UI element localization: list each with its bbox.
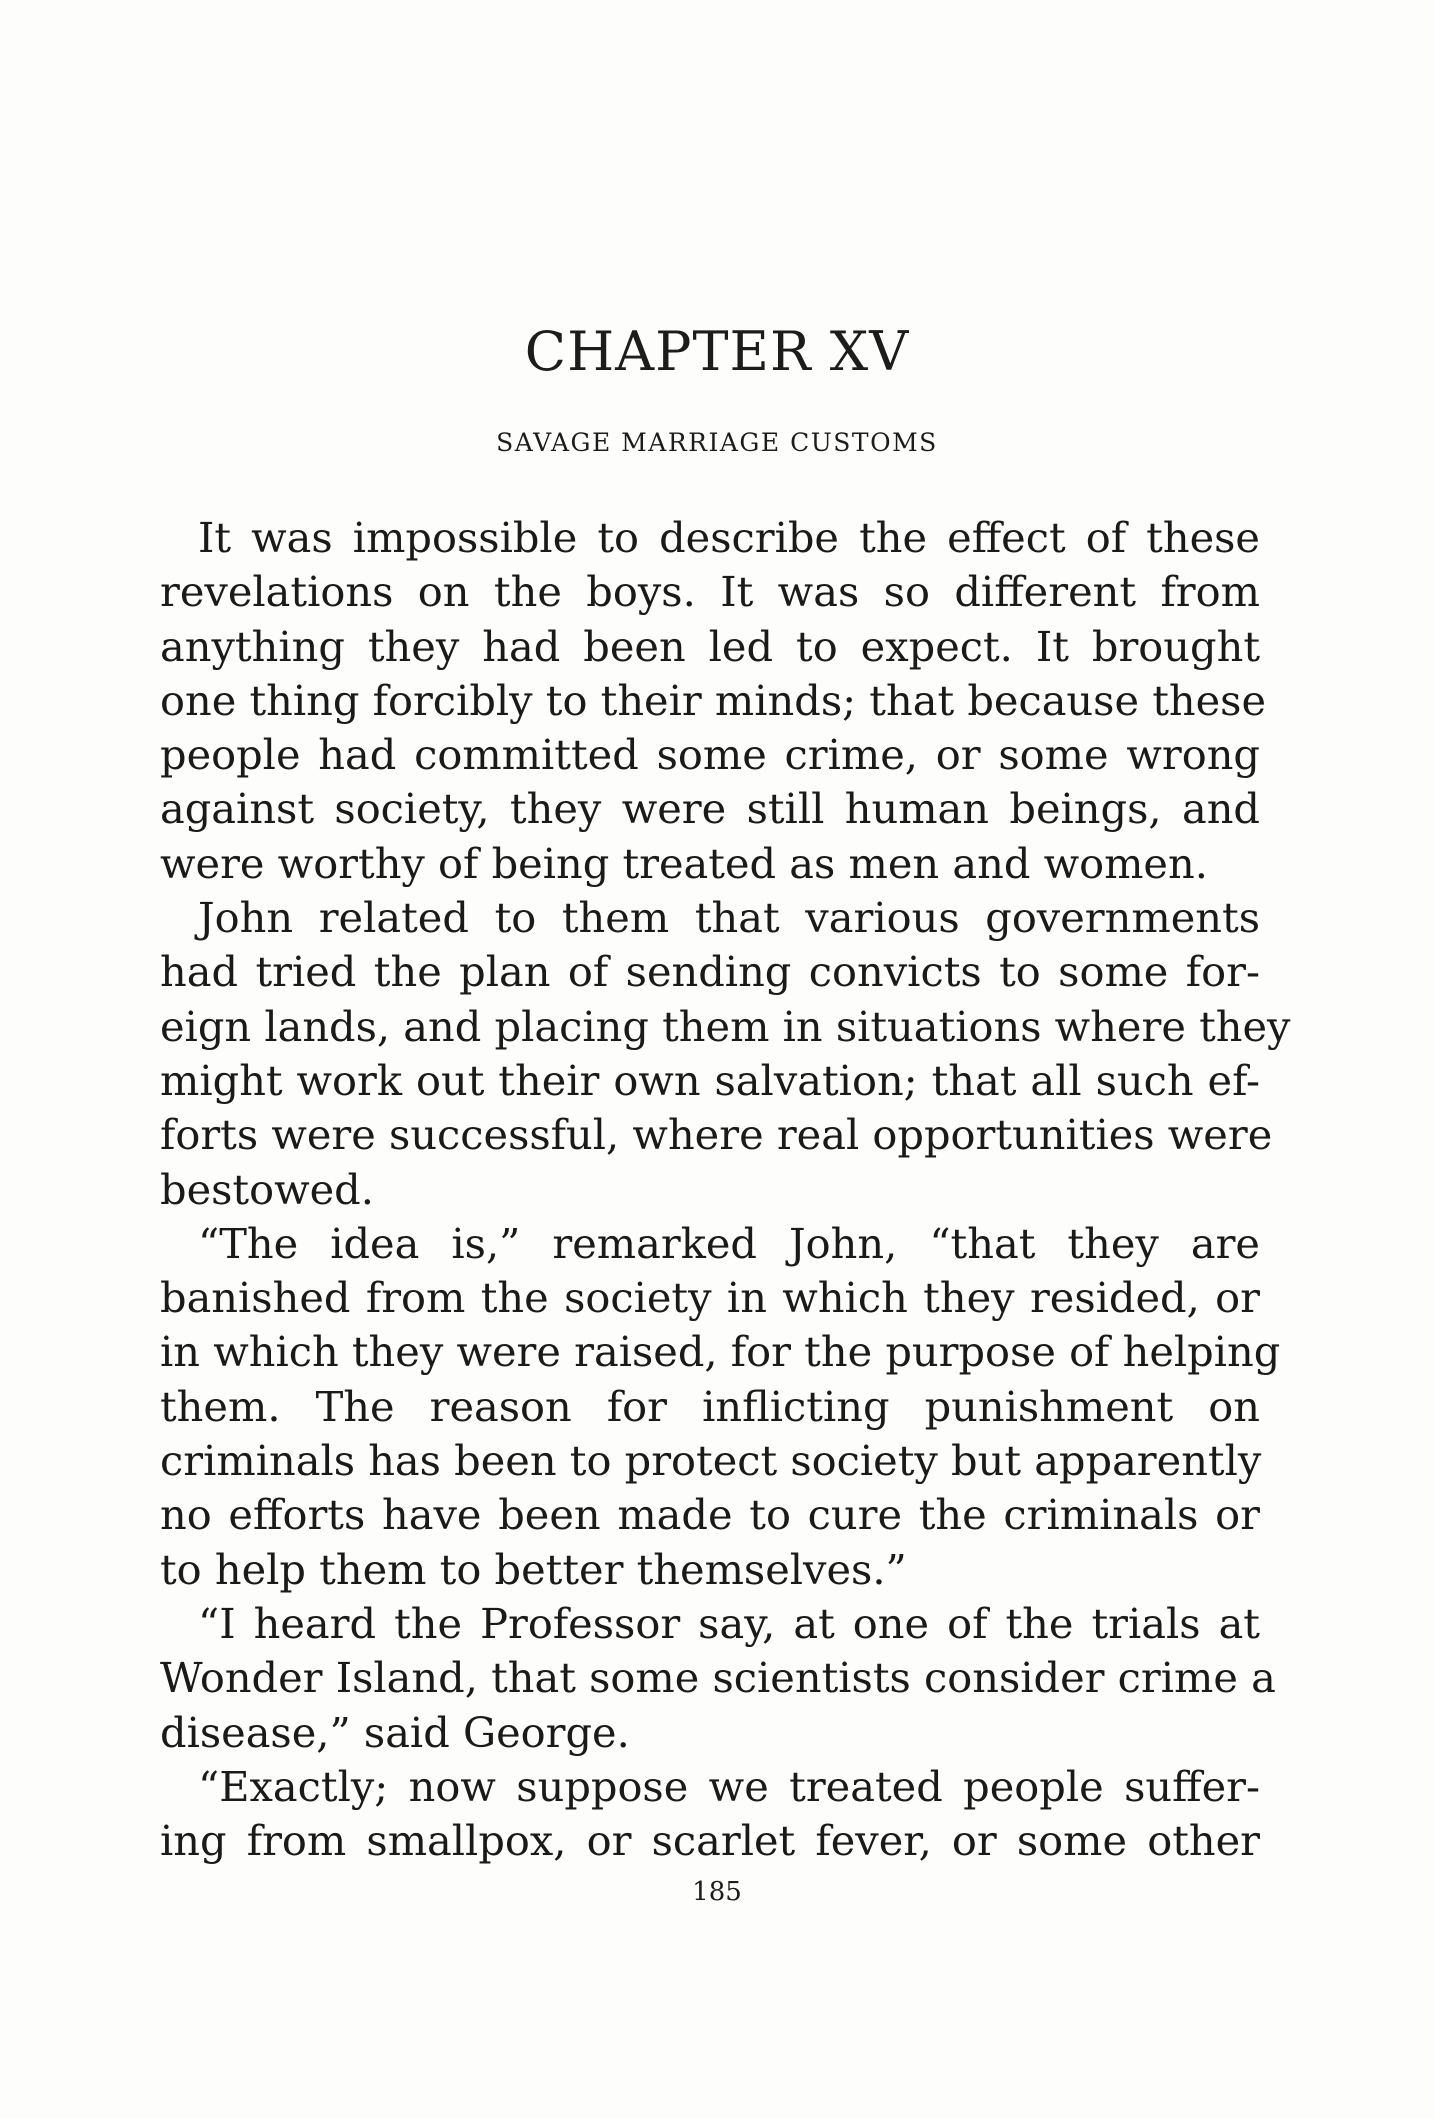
page-number: 185 bbox=[692, 1877, 742, 1907]
text-line: Wonder Island, that some scientists consider crime a bbox=[160, 1653, 1276, 1703]
text-line: one thing forcibly to their minds; that because these bbox=[160, 675, 1267, 725]
text-line: criminals has been to protect society but apparently bbox=[160, 1436, 1262, 1486]
text-line: had tried the plan of sending convicts to some for- bbox=[160, 947, 1260, 997]
text-line: revelations on the boys. It was so different from bbox=[160, 567, 1260, 617]
text-line: “Exactly; now suppose we treated people suffer- bbox=[198, 1761, 1260, 1811]
text-line: ing from smallpox, or scarlet fever, or some other bbox=[160, 1816, 1260, 1866]
text-line: banished from the society in which they resided, or bbox=[160, 1273, 1260, 1323]
body-text bbox=[160, 511, 1291, 1868]
text-line: “I heard the Professor say, at one of the trials at bbox=[198, 1598, 1260, 1648]
text-line: “The idea is,” remarked John, “that they are bbox=[198, 1218, 1260, 1268]
text-line: were worthy of being treated as men and women. bbox=[160, 838, 1208, 888]
text-line: anything they had been led to expect. It brought bbox=[160, 621, 1260, 671]
text-line: people had committed some crime, or some wrong bbox=[160, 730, 1260, 780]
text-line: disease,” said George. bbox=[160, 1707, 630, 1757]
text-line: against society, they were still human beings, and bbox=[160, 784, 1260, 834]
chapter-subtitle: SAVAGE MARRIAGE CUSTOMS bbox=[496, 428, 938, 457]
chapter-title: CHAPTER XV bbox=[524, 320, 910, 383]
text-line: in which they were raised, for the purpose of helping bbox=[160, 1327, 1281, 1377]
text-line: eign lands, and placing them in situations where they bbox=[160, 1001, 1291, 1051]
text-line: no efforts have been made to cure the criminals or bbox=[160, 1490, 1260, 1540]
text-line: might work out their own salvation; that all such ef- bbox=[160, 1055, 1260, 1105]
text-line: to help them to better themselves.” bbox=[160, 1544, 907, 1594]
text-line: forts were successful, where real opportunities were bbox=[160, 1110, 1273, 1160]
text-line: bestowed. bbox=[160, 1164, 374, 1214]
text-line: them. The reason for inflicting punishment on bbox=[160, 1381, 1260, 1431]
text-line: John related to them that various governments bbox=[198, 893, 1260, 943]
text-line: It was impossible to describe the effect of these bbox=[198, 513, 1260, 562]
